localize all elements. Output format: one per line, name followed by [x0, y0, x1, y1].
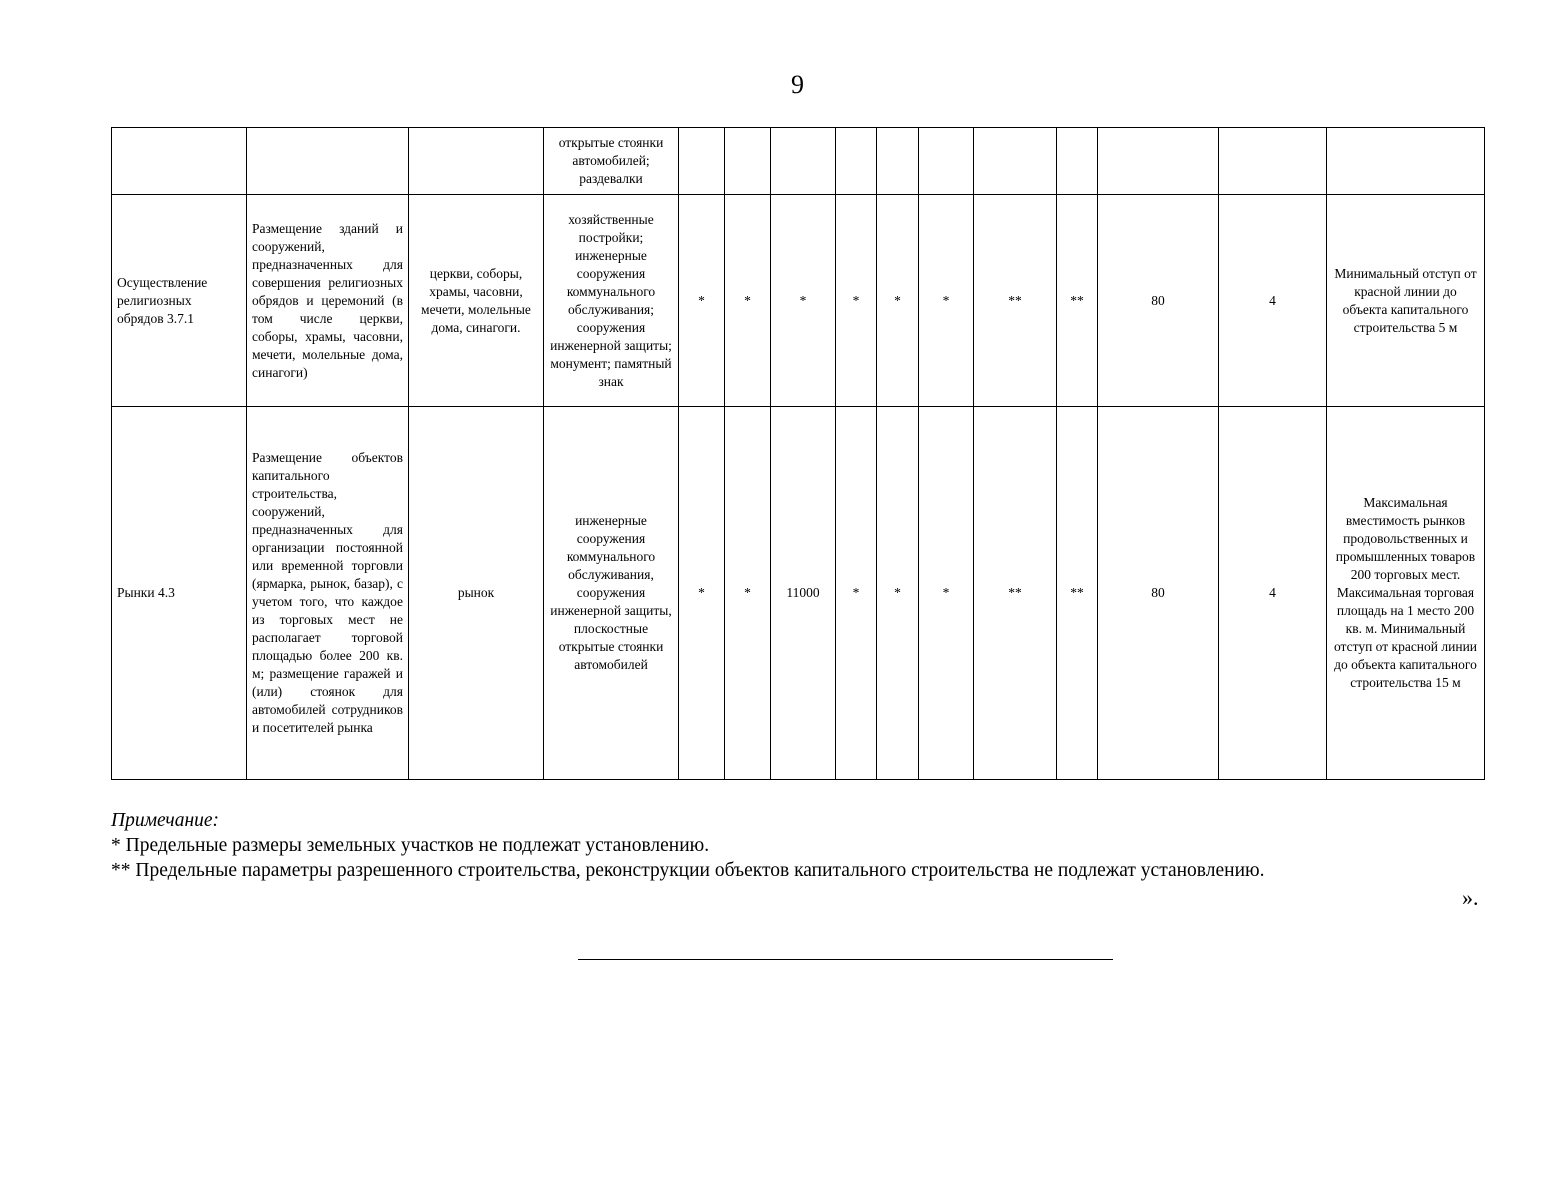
value-cell: [836, 128, 877, 195]
value-cell: *: [725, 195, 771, 407]
row-note: Минимальный отступ от красной линии до объекта капитального строительства 5 м: [1327, 195, 1485, 407]
value-cell: *: [725, 407, 771, 780]
value-cell: [1057, 128, 1098, 195]
value-cell: *: [919, 195, 974, 407]
row-main-kind: [409, 128, 544, 195]
note-line: * Предельные размеры земельных участков не подлежат установлению.: [111, 835, 710, 856]
notes-title: Примечание:: [111, 810, 220, 831]
value-cell: *: [877, 195, 919, 407]
value-cell: [877, 128, 919, 195]
value-cell: *: [771, 195, 836, 407]
land-use-table: [111, 127, 1485, 780]
value-cell: [1219, 128, 1327, 195]
table-row: [112, 407, 1485, 780]
row-description: Размещение зданий и сооружений, предназначенных для совершения религиозных обрядов и церемоний (в том числе церкви, соборы, храмы, часовни, мечети, молельные дома, синагоги): [247, 195, 409, 407]
closing-quote-mark: ».: [1462, 885, 1479, 910]
value-cell: 4: [1219, 195, 1327, 407]
value-cell: [1098, 128, 1219, 195]
value-cell: *: [836, 407, 877, 780]
value-cell: *: [836, 195, 877, 407]
value-cell: [974, 128, 1057, 195]
value-cell: **: [1057, 407, 1098, 780]
value-cell: **: [974, 195, 1057, 407]
value-cell: *: [679, 407, 725, 780]
row-note: [1327, 128, 1485, 195]
row-auxiliary-kind: хозяйственные постройки; инженерные сооружения коммунального обслуживания; сооружения инженерной защиты; монумент; памятный знак: [544, 195, 679, 407]
row-auxiliary-kind: открытые стоянки автомобилей; раздевалки: [544, 128, 679, 195]
value-cell: [771, 128, 836, 195]
value-cell: [725, 128, 771, 195]
row-note: Максимальная вместимость рынков продовольственных и промышленных товаров 200 торговых мест. Максимальная торговая площадь на 1 место 200 кв. м. Минимальный отступ от красной линии до объекта капитального строительства 15 м: [1327, 407, 1485, 780]
value-cell: *: [679, 195, 725, 407]
separator-line: [578, 959, 1113, 960]
table-row: [112, 195, 1485, 407]
value-cell: *: [919, 407, 974, 780]
value-cell: 4: [1219, 407, 1327, 780]
value-cell: *: [877, 407, 919, 780]
value-cell: 80: [1098, 407, 1219, 780]
row-main-kind: рынок: [409, 407, 544, 780]
table-row: [112, 128, 1485, 195]
value-cell: 80: [1098, 195, 1219, 407]
value-cell: **: [1057, 195, 1098, 407]
notes-block: [111, 808, 1264, 883]
value-cell: [679, 128, 725, 195]
row-description: Размещение объектов капитального строительства, сооружений, предназначенных для организации постоянной или временной торговли (ярмарка, рынок, базар), с учетом того, что каждое из торговых мест не располагает торговой площадью более 200 кв. м; размещение гаражей и (или) стоянок для автомобилей сотрудников и посетителей рынка: [247, 407, 409, 780]
value-cell: 11000: [771, 407, 836, 780]
page-number: 9: [791, 70, 804, 99]
row-main-kind: церкви, соборы, храмы, часовни, мечети, молельные дома, синагоги.: [409, 195, 544, 407]
note-line: ** Предельные параметры разрешенного строительства, реконструкции объектов капитального строительства не подлежат установлению.: [111, 860, 1265, 881]
row-description: [247, 128, 409, 195]
row-name: Рынки 4.3: [112, 407, 247, 780]
row-auxiliary-kind: инженерные сооружения коммунального обслуживания, сооружения инженерной защиты, плоскостные открытые стоянки автомобилей: [544, 407, 679, 780]
row-name: Осуществление религиозных обрядов 3.7.1: [112, 195, 247, 407]
row-name: [112, 128, 247, 195]
value-cell: **: [974, 407, 1057, 780]
value-cell: [919, 128, 974, 195]
